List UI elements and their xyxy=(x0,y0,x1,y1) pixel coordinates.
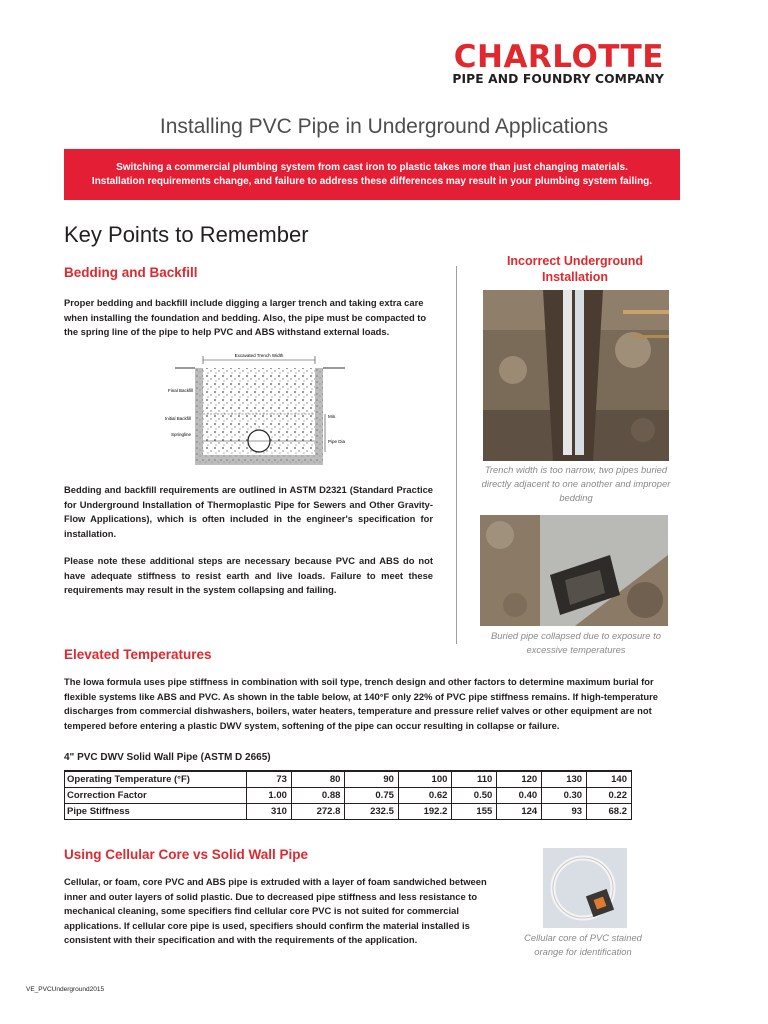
pipe-stiffness-table xyxy=(64,770,632,820)
table-cell: 0.22 xyxy=(587,788,632,804)
bedding-paragraph-3: Please note these additional steps are necessary because PVC and ABS do not have adequate stiffness to resist earth and live loads. Failure to meet these requirements may result in the system collapsing and failing. xyxy=(64,555,433,595)
table-row xyxy=(65,771,632,788)
table-cell: 120 xyxy=(497,771,542,788)
table-cell: 90 xyxy=(345,771,399,788)
collapsed-pipe-photo xyxy=(480,515,668,626)
table-cell: 1.00 xyxy=(247,788,292,804)
table-cell: 0.62 xyxy=(398,788,452,804)
diagram-label-final-backfill: Final Backfill xyxy=(168,388,194,393)
table-cell: 140 xyxy=(587,771,632,788)
elevated-temperatures-paragraph: The Iowa formula uses pipe stiffness in combination with soil type, trench design and other factors to determine maximum burial for flexible systems like ABS and PVC. As shown in the table below, at 140°F only 22% of PVC pipe stiffness remains. If high-temperature discharges from commercial dishwashers, boilers, water heaters, temperature and pressure relief valves or other equipment are not tempered before entering a plastic DWV system, softening of the pipe can occur resulting in collapse or failure. xyxy=(64,676,659,731)
table-cell: 272.8 xyxy=(291,804,345,820)
diagram-label-min: Min. xyxy=(328,414,337,419)
table-cell: 0.40 xyxy=(497,788,542,804)
caption-trench-photo: Trench width is too narrow, two pipes buried directly adjacent to one another and improper bedding xyxy=(481,464,671,503)
company-logo-subtitle: PIPE AND FOUNDRY COMPANY xyxy=(452,72,664,86)
table-cell: 100 xyxy=(398,771,452,788)
banner-line-2: Installation requirements change, and failure to address these differences may result in your plumbing system failing. xyxy=(91,175,653,187)
table-cell: 310 xyxy=(247,804,292,820)
table-cell: 68.2 xyxy=(587,804,632,820)
bedding-paragraph-2: Bedding and backfill requirements are outlined in ASTM D2321 (Standard Practice for Underground Installation of Thermoplastic Pipe for Sewers and Other Gravity-Flow Applications), which is often included in the engineer's specification for installation. xyxy=(64,484,433,539)
table-row xyxy=(65,804,632,820)
table-cell: 124 xyxy=(497,804,542,820)
column-divider xyxy=(456,266,457,644)
table-cell: 232.5 xyxy=(345,804,399,820)
document-code: VE_PVCUnderground2015 xyxy=(26,986,105,993)
table-cell: 192.2 xyxy=(398,804,452,820)
cellular-core-heading: Using Cellular Core vs Solid Wall Pipe xyxy=(64,847,309,862)
table-row xyxy=(65,788,632,804)
table-cell: 73 xyxy=(247,771,292,788)
trench-diagram xyxy=(165,350,355,475)
intro-banner xyxy=(64,149,680,200)
company-logo-name: CHARLOTTE xyxy=(453,39,664,75)
table-row-label: Operating Temperature (°F) xyxy=(65,771,247,788)
diagram-label-springline: Springline xyxy=(171,432,192,437)
diagram-label-pipe-dia: Pipe Dia xyxy=(328,439,346,444)
key-points-heading: Key Points to Remember xyxy=(64,222,309,247)
diagram-label-trench-width: Excavated Trench Width xyxy=(234,353,284,358)
diagram-label-initial-backfill: Initial Backfill xyxy=(165,416,192,421)
table-row-label: Pipe Stiffness xyxy=(65,804,247,820)
bedding-paragraph-1: Proper bedding and backfill include digging a larger trench and taking extra care when installing the foundation and bedding. Also, the pipe must be compacted to the spring line of the pipe to help PVC and ABS withstand external loads. xyxy=(64,297,427,337)
incorrect-installation-heading: Incorrect Underground Installation xyxy=(506,254,644,284)
table-cell: 93 xyxy=(542,804,587,820)
table-cell: 110 xyxy=(452,771,497,788)
page-title: Installing PVC Pipe in Underground Applications xyxy=(159,115,609,138)
cellular-core-paragraph: Cellular, or foam, core PVC and ABS pipe is extruded with a layer of foam sandwiched between inner and outer layers of solid plastic. Due to decreased pipe stiffness and less resistance to mechanical cleaning, some specifiers find cellular core PVC is not suited for commercial applications. If cellular core pipe is used, specifiers should confirm the material installed is consistent with their specification and with the requirements of the application. xyxy=(64,876,487,945)
table-cell: 0.88 xyxy=(291,788,345,804)
trench-photo xyxy=(483,290,669,461)
table-cell: 80 xyxy=(291,771,345,788)
table-cell: 155 xyxy=(452,804,497,820)
table-row-label: Correction Factor xyxy=(65,788,247,804)
table-title: 4" PVC DWV Solid Wall Pipe (ASTM D 2665) xyxy=(64,752,271,763)
caption-collapsed-pipe-photo: Buried pipe collapsed due to exposure to excessive temperatures xyxy=(491,630,661,655)
caption-cellular-core-photo: Cellular core of PVC stained orange for identification xyxy=(524,932,642,957)
table-cell: 0.50 xyxy=(452,788,497,804)
table-cell: 130 xyxy=(542,771,587,788)
table-cell: 0.30 xyxy=(542,788,587,804)
elevated-temperatures-heading: Elevated Temperatures xyxy=(64,647,212,662)
banner-line-1: Switching a commercial plumbing system from cast iron to plastic takes more than just changing materials. xyxy=(116,161,628,173)
bedding-heading: Bedding and Backfill xyxy=(64,265,198,280)
cellular-core-photo xyxy=(543,848,627,928)
table-cell: 0.75 xyxy=(345,788,399,804)
